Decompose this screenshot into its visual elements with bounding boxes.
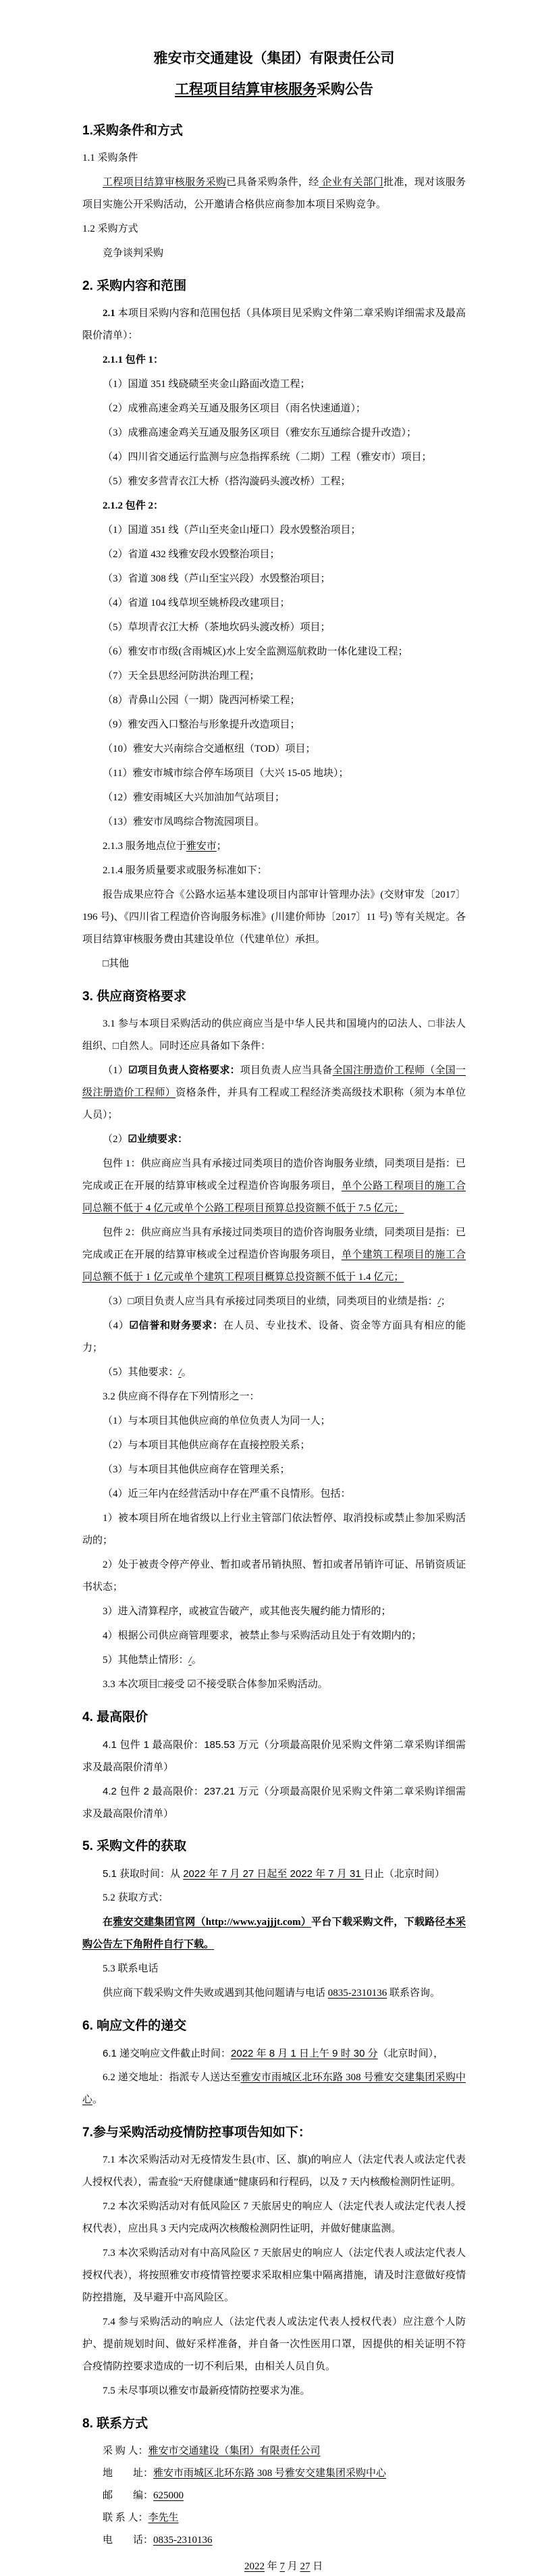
date-month: 7 — [279, 2561, 286, 2572]
package-2-item: （9）雅安西入口整治与形象提升改造项目； — [103, 719, 300, 730]
clause-1-1-paragraph: 工程项目结算审核服务采购已具备采购条件，经 企业有关部门批准，现对该服务项目实施公开采购活动，公开邀请合格供应商参加本项目采购竞争。 — [82, 177, 466, 210]
package-1-item: （2）成雅高速金鸡关互通及服务区项目（雨名快速通道）； — [103, 403, 367, 414]
clause-2-1-3-service-location: 2.1.3 服务地点位于雅安市； — [103, 841, 227, 852]
package-2-item: （3）省道 308 线（芦山至宝兴段）水毁整治项目； — [103, 573, 331, 584]
package-1-item: （3）成雅高速金鸡关互通及服务区项目（雅安东互通综合提升改造）； — [103, 428, 417, 438]
package-2-item: （8）青鼻山公园（一期）陇西河桥梁工程； — [103, 695, 300, 706]
procurement-method: 竞争谈判采购 — [103, 248, 164, 259]
service-location-value: 雅安市 — [186, 841, 217, 852]
contact-row-address — [82, 2463, 466, 2485]
package-1-item: （4）四川省交通运行监测与应急指挥系统（二期）工程（雅安市）项目； — [103, 452, 432, 463]
underlined-qualification: 全国注册造价工程师（全国一级注册造价工程师） — [82, 1065, 466, 1098]
contact-person-value: 李先生 — [148, 2513, 179, 2523]
qualification-item-5: （5）其他要求：/。 — [103, 1367, 192, 1378]
announcement-date: 2022 年 7 月 27 日 — [244, 2561, 323, 2572]
title-company-line: 雅安市交通建设（集团）有限责任公司 — [153, 51, 395, 66]
clause-5-3-heading: 5.3 联系电话 — [103, 1963, 159, 1974]
date-day: 27 — [300, 2561, 310, 2572]
prohibited-item: （1）与本项目其他供应商的单位负责人为同一人； — [103, 1416, 331, 1426]
underlined-approver: 企业有关部门 — [319, 177, 384, 188]
download-help-line: 供应商下载采购文件失败或遇到其他问题请与电话 0835-2310136 联系咨询。 — [103, 1988, 441, 1999]
download-path: 本采购公告左下角附件自行下载。 — [82, 1917, 466, 1950]
package-2-item: （10）雅安大兴南综合交通枢纽（TOD）项目； — [103, 744, 316, 754]
clause-3-2-heading: 3.2 供应商不得存在下列情形之一： — [103, 1391, 260, 1402]
package-2-item: （5）草坝青衣江大桥（茶地坎码头渡改桥）项目； — [103, 622, 331, 633]
package-2-item: （4）省道 104 线草坝至姚桥段改建项目； — [103, 598, 290, 609]
section-8-heading: 8. 联系方式 — [82, 2417, 148, 2431]
prohibited-item: （3）与本项目其他供应商存在管理关系； — [103, 1464, 290, 1475]
clause-6-2-address: 6.2 递交地址：指派专人送达至雅安市雨城区北环东路 308 号雅安交建集团采购中心。 — [82, 2072, 466, 2105]
max-price-package-2: 4.2 包件 2 最高限价：237.21 万元（分项最高限价见采购文件第二章采购详细需求及最高限价清单） — [82, 1786, 466, 1820]
underlined-threshold-pkg2: 单个建筑工程项目的施工合同总额不低于 1 亿元或单个建筑工程项目概算总投资额不低于 1.4 亿元； — [82, 1250, 466, 1283]
package-2-item: （6）雅安市市级(含雨城区)水上安全监测巡航救助一体化建设工程； — [103, 646, 408, 657]
slash-placeholder: / — [188, 1655, 192, 1666]
package-2-item: （7）天全县思经河防洪治理工程； — [103, 671, 260, 681]
other-checkbox-line: □其他 — [103, 958, 130, 969]
download-instruction: 在雅安交建集团官网（http://www.yajjjt.com）平台下载采购文件，下载路径本采购公告左下角附件自行下载。 — [82, 1917, 466, 1950]
clause-3-1-paragraph: 3.1 参与本项目采购活动的供应商应当是中华人民共和国境内的☑法人、□非法人组织、□自然人。同时还应具备如下条件： — [82, 1019, 466, 1052]
clause-2-1-4-heading: 2.1.4 服务质量要求或服务标准如下： — [103, 865, 267, 876]
prohibited-subitem: 1）被本项目所在地省级以上行业主管部门依法暂停、取消投标或禁止参加采购活动的； — [82, 1513, 466, 1546]
section-2-heading: 2. 采购内容和范围 — [82, 279, 187, 293]
contact-row-phone — [82, 2529, 466, 2552]
purchaser-name: 雅安市交通建设（集团）有限责任公司 — [148, 2446, 321, 2456]
title-subject-line — [82, 74, 466, 105]
package-2-item: （12）雅安雨城区大兴加油加气站项目； — [103, 792, 286, 803]
covid-clause-7-2: 7.2 本次采购活动对有低风险区 7 天旅居史的响应人（法定代表人或法定代表人授权代表），应出具 3 天内完成两次核酸检测阴性证明，并做好健康监测。 — [82, 2201, 466, 2234]
package-2-item: （1）国道 351 线（芦山至夹金山垭口）段水毁整治项目； — [103, 525, 361, 536]
section-4-heading: 4. 最高限价 — [82, 1710, 148, 1724]
package-2-performance-requirement: 包件 2：供应商应当具有承接过同类项目的造价咨询服务业绩，同类项目是指：已完成或正在开展的结算审核或全过程造价咨询服务项目，单个建筑工程项目的施工合同总额不低于 1 亿元或单个建筑工程项目概算总投资额不低于 1.4 亿元； — [82, 1227, 466, 1283]
clause-5-2-heading: 5.2 获取方式： — [103, 1892, 169, 1903]
package-1-item: （5）雅安多营青衣江大桥（搭沟漩码头渡改桥）工程； — [103, 476, 351, 487]
slash-placeholder: / — [178, 1367, 182, 1378]
underlined-threshold-pkg1: 单个公路工程项目的施工合同总额不低于 4 亿元或单个公路工程项目预算总投资额不低于 7.5 亿元； — [82, 1181, 466, 1214]
covid-clause-7-4: 7.4 参与采购活动的响应人（法定代表人或法定代表人授权代表）应注意个人防护、提前规划时间、做好采样准备，并自备一次性医用口罩，因提供的相关证明不符合疫情防控要求造成的一切不利后果，由相关人员自负。 — [82, 2317, 466, 2372]
covid-clause-7-1: 7.1 本次采购活动对无疫情发生县(市、区、旗)的响应人（法定代表人或法定代表人授权代表），需查验“天府健康通”健康码和行程码，以及 7 天内核酸检测阴性证明。 — [82, 2155, 466, 2188]
submission-address-value: 雅安市雨城区北环东路 308 号雅安交建集团采购中心 — [82, 2072, 466, 2105]
prohibited-subitem-5: 5）其他禁止情形：/。 — [103, 1655, 202, 1666]
title-rest-part: 采购公告 — [317, 82, 373, 97]
package-2-heading: 2.1.2 包件 2： — [103, 500, 164, 511]
qualification-item-2: （2）☑业绩要求： — [103, 1134, 188, 1145]
underlined-procurement-name: 工程项目结算审核服务采购 — [103, 177, 227, 188]
prohibited-subitem: 3）进入清算程序，或被宣告破产，或其他丧失履约能力情形的； — [103, 1606, 392, 1617]
contact-label: 邮 编： — [103, 2490, 154, 2501]
contact-label: 地 址： — [103, 2468, 154, 2479]
contact-label: 电 话： — [103, 2535, 154, 2546]
contact-row-purchaser — [82, 2440, 466, 2463]
clause-5-1-obtain-time: 5.1 获取时间：从 2022 年 7 月 27 日起至 2022 年 7 月 31 日止（北京时间） — [103, 1868, 445, 1880]
prohibited-item: （4）近三年内在经营活动中存在严重不良情形。包括： — [103, 1489, 351, 1499]
clause-2-1-paragraph: 2.1 本项目采购内容和范围包括（具体项目见采购文件第二章采购详细需求及最高限价清单）： — [82, 308, 466, 341]
contact-phone-value: 0835-2310136 — [153, 2535, 213, 2546]
contact-label: 联 系 人： — [103, 2513, 148, 2523]
section-5-heading: 5. 采购文件的获取 — [82, 1839, 187, 1853]
contact-row-postcode — [82, 2485, 466, 2507]
contact-label: 采 购 人： — [103, 2446, 148, 2456]
title-underlined-part: 工程项目结算审核服务 — [175, 82, 317, 97]
clause-1-2-heading: 1.2 采购方式 — [82, 224, 138, 234]
package-2-item: （2）省道 432 线雅安段水毁整治项目； — [103, 549, 280, 560]
prohibited-item: （2）与本项目其他供应商存在直接控股关系； — [103, 1440, 310, 1451]
qualification-item-1: （1）☑项目负责人资格要求：项目负责人应当具备全国注册造价工程师（全国一级注册造价工程师）资格条件，并具有工程或工程经济类高级技术职称（须为本单位人员）； — [82, 1065, 466, 1120]
section-1-heading: 1.采购条件和方式 — [82, 124, 183, 138]
covid-clause-7-5: 7.5 未尽事项以雅安市最新疫情防控要求为准。 — [103, 2386, 310, 2396]
purchaser-address: 雅安市雨城区北环东路 308 号雅安交建集团采购中心 — [153, 2468, 387, 2479]
document-title — [82, 43, 466, 105]
section-6-heading: 6. 响应文件的递交 — [82, 2019, 187, 2033]
clause-3-3-consortium: 3.3 本次项目□接受 ☑不接受联合体参加采购活动。 — [103, 1679, 328, 1690]
obtain-period-value: 2022 年 7 月 27 日起至 2022 年 7 月 31 — [183, 1868, 364, 1880]
covid-clause-7-3: 7.3 本次采购活动对有中高风险区 7 天旅居史的响应人（法定代表人或法定代表人授权代表），将按照雅安市疫情管控要求采取相应集中隔离措施，请及时注意做好疫情防控措施，及早避开中高风险区。 — [82, 2248, 466, 2303]
section-7-heading: 7.参与采购活动疫情防控事项告知如下： — [82, 2126, 311, 2140]
section-3-heading: 3. 供应商资格要求 — [82, 989, 187, 1004]
contact-row-person — [82, 2507, 466, 2529]
clause-1-1-heading: 1.1 采购条件 — [82, 153, 138, 163]
slash-placeholder: / — [437, 1296, 441, 1307]
package-2-item: （13）雅安市凤鸣综合物流园项目。 — [103, 817, 265, 827]
qualification-item-4: （4）☑信誉和财务要求：在人员、专业技术、设备、资金等方面具有相应的能力； — [82, 1320, 466, 1354]
postcode-value: 625000 — [153, 2490, 184, 2501]
package-1-heading: 2.1.1 包件 1： — [103, 355, 164, 365]
prohibited-subitem: 2）处于被责令停产停业、暂扣或者吊销执照、暂扣或者吊销许可证、吊销资质证书状态； — [82, 1560, 466, 1593]
package-2-item: （11）雅安市城市综合停车场项目（大兴 15-05 地块）； — [103, 768, 349, 779]
package-1-performance-requirement: 包件 1：供应商应当具有承接过同类项目的造价咨询服务业绩，同类项目是指：已完成或正在开展的结算审核或全过程造价咨询服务项目，单个公路工程项目的施工合同总额不低于 4 亿元或单个公路工程项目预算总投资额不低于 7.5 亿元； — [82, 1158, 466, 1214]
package-1-item: （1）国道 351 线硗碛至夹金山路面改造工程； — [103, 379, 310, 390]
download-url: 雅安交建集团官网（http://www.yajjjt.com） — [113, 1917, 312, 1928]
prohibited-subitem: 4）根据公司供应商管理要求，被禁止参与采购活动且处于有效期内的； — [103, 1630, 422, 1641]
help-phone-number: 0835-2310136 — [327, 1988, 387, 1999]
date-year: 2022 — [244, 2561, 265, 2572]
max-price-package-1: 4.1 包件 1 最高限价：185.53 万元（分项最高限价见采购文件第二章采购详细需求及最高限价清单） — [82, 1739, 466, 1773]
qualification-item-3: （3）□项目负责人应当具有承接过同类项目的业绩，同类项目的业绩是指：/； — [103, 1296, 451, 1307]
deadline-value: 2022 年 8 月 1 日上午 9 时 30 分 — [231, 2048, 378, 2059]
clause-6-1-deadline: 6.1 递交响应文件截止时间：2022 年 8 月 1 日上午 9 时 30 分（北京时间）， — [103, 2048, 444, 2059]
service-standard-paragraph: 报告成果应符合《公路水运基本建设项目内部审计管理办法》(交财审发〔2017〕196 号)、《四川省工程造价咨询服务标准》(川建价师协〔2017〕11 号) 等有关规定。各项目结算审核服务费由其建设单位（代建单位）承担。 — [82, 890, 466, 945]
